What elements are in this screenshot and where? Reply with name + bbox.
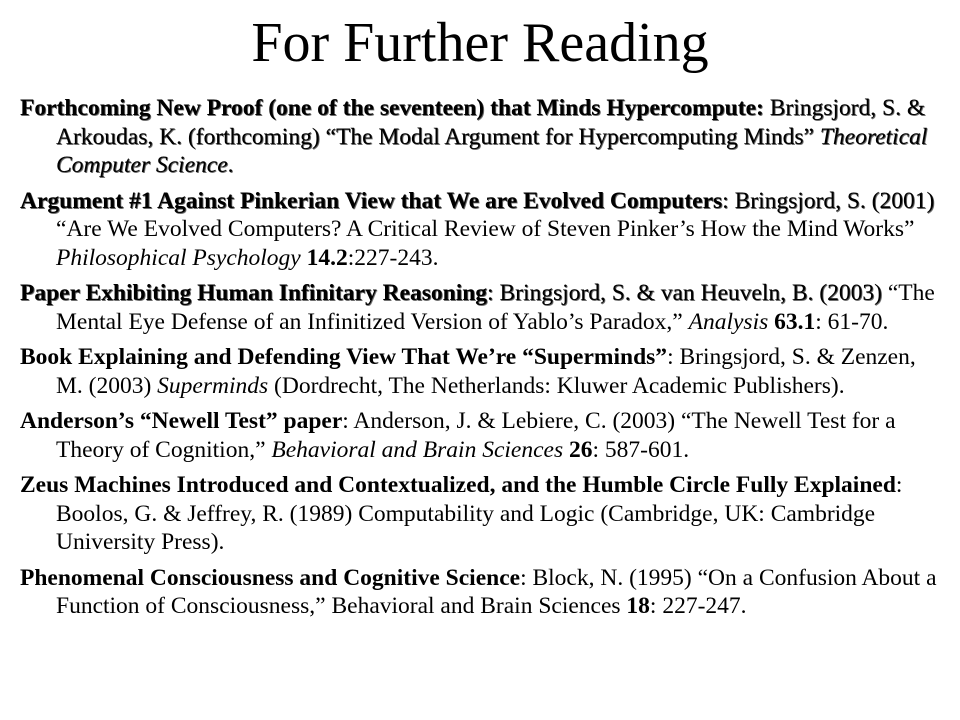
citation-volume: 26 bbox=[569, 436, 593, 463]
citation-text: “Are We Evolved Computers? A Critical Review of Steven Pinker’s How the Mind Works” bbox=[56, 216, 915, 242]
reference-list bbox=[20, 94, 948, 628]
citation-text: . bbox=[227, 152, 234, 178]
reference-heading: Argument #1 Against Pinkerian View that We are Evolved Computers bbox=[20, 187, 723, 214]
reference-item bbox=[20, 94, 948, 180]
citation-text: : Bringsjord, S. & Zenzen, M. (2003) bbox=[56, 344, 916, 399]
citation-title-italic: Theoretical Computer Science bbox=[56, 123, 928, 178]
citation-text: : Anderson, J. & Lebiere, C. (2003) “The Newell Test for a Theory of Cognition,” bbox=[56, 408, 896, 463]
reference-item bbox=[20, 471, 948, 557]
citation-title-italic: Analysis bbox=[688, 308, 769, 335]
reference-heading: Zeus Machines Introduced and Contextualized, and the Humble Circle Fully Explained bbox=[20, 472, 896, 498]
reference-heading: Paper Exhibiting Human Infinitary Reasoning bbox=[20, 280, 488, 306]
reference-heading: Phenomenal Consciousness and Cognitive Science bbox=[20, 564, 521, 591]
citation-text: : 587-601. bbox=[592, 436, 690, 463]
reference-item bbox=[20, 343, 948, 400]
citation-text: : 227-247. bbox=[649, 593, 747, 619]
reference-heading: Forthcoming New Proof (one of the seventeen) that Minds Hypercompute: bbox=[20, 95, 764, 121]
reference-item bbox=[20, 407, 948, 464]
citation-title-italic: Philosophical Psychology bbox=[56, 244, 301, 271]
citation-text: : Block, N. (1995) “On a Confusion About a Function of Consciousness,” Behavioral and Brain Sciences bbox=[56, 564, 937, 619]
citation-volume: 14.2 bbox=[306, 244, 348, 271]
reference-heading: Book Explaining and Defending View That We’re “Superminds” bbox=[20, 344, 668, 370]
citation-volume: 18 bbox=[626, 593, 650, 619]
citation-text: Bringsjord, S. & Arkoudas, K. (forthcoming) “The Modal Argument for Hypercomputing Minds” bbox=[56, 95, 926, 150]
reference-item bbox=[20, 187, 948, 273]
citation-text: : Bringsjord, S. (2001) bbox=[722, 187, 935, 214]
citation-text: : Boolos, G. & Jeffrey, R. (1989) Computability and Logic (Cambridge, UK: Cambridge University Press). bbox=[56, 472, 903, 555]
reference-item bbox=[20, 564, 948, 621]
reference-heading: Anderson’s “Newell Test” paper bbox=[20, 408, 343, 434]
citation-text: “The Mental Eye Defense of an Infinitized Version of Yablo’s Paradox,” bbox=[56, 280, 935, 335]
citation-text: :227-243. bbox=[347, 244, 439, 271]
page-title: For Further Reading bbox=[251, 12, 709, 74]
citation-volume: 63.1 bbox=[774, 308, 816, 335]
citation-text: : Bringsjord, S. & van Heuveln, B. (2003) bbox=[487, 280, 888, 306]
citation-title-italic: Behavioral and Brain Sciences bbox=[271, 436, 564, 463]
citation-text: : 61-70. bbox=[815, 308, 889, 335]
citation-text: (Dordrecht, The Netherlands: Kluwer Academic Publishers). bbox=[268, 372, 845, 399]
reference-item bbox=[20, 279, 948, 336]
citation-title-italic: Superminds bbox=[157, 372, 269, 399]
